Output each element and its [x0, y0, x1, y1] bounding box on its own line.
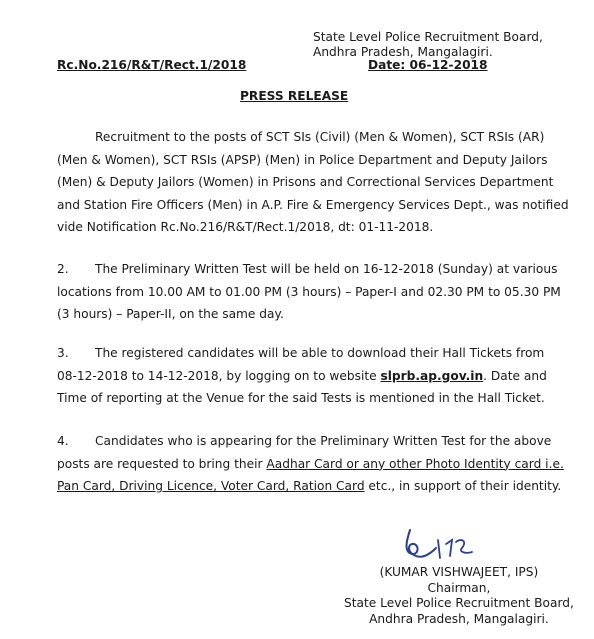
website-link[interactable]: slprb.ap.gov.in	[380, 368, 484, 383]
paragraph-line: locations from 10.00 AM to 01.00 PM (3 hours) – Paper-I and 02.30 PM to 05.30 PM	[57, 284, 561, 299]
paragraph-number: 4.	[57, 434, 69, 448]
signatory-name: (KUMAR VISHWAJEET, IPS)	[379, 565, 539, 579]
signatory-designation: Chairman,	[427, 580, 491, 595]
board-name-line2: Andhra Pradesh, Mangalagiri.	[313, 45, 493, 59]
paragraph-line: (Men) & Deputy Jailors (Women) in Prisons and Correctional Services Department	[57, 175, 554, 189]
id-documents-text: Aadhar Card or any other Photo Identity card i.e.	[266, 456, 564, 471]
paragraph-line: (3 hours) – Paper-II, on the same day.	[57, 307, 284, 321]
paragraph-number: 3.	[57, 346, 69, 360]
paragraph-line: The Preliminary Written Test will be held on 16-12-2018 (Sunday) at various	[95, 262, 558, 276]
paragraph-line: Recruitment to the posts of SCT SIs (Civil) (Men & Women), SCT RSIs (AR)	[95, 130, 545, 144]
paragraph-line: vide Notification Rc.No.216/R&T/Rect.1/2018, dt: 01-11-2018.	[57, 220, 434, 234]
paragraph-3	[57, 342, 547, 410]
paragraph-line: Candidates who is appearing for the Preliminary Written Test for the above	[95, 434, 552, 448]
document-title: PRESS RELEASE	[240, 89, 349, 103]
paragraph-text: posts are requested to bring their	[57, 456, 267, 471]
paragraph-line: (Men & Women), SCT RSIs (APSP) (Men) in Police Department and Deputy Jailors	[57, 152, 548, 167]
paragraph-text: 08-12-2018 to 14-12-2018, by logging on to website	[57, 368, 381, 383]
paragraph-line: Time of reporting at the Venue for the said Tests is mentioned in the Hall Ticket.	[57, 391, 545, 405]
board-name-line1: State Level Police Recruitment Board,	[313, 30, 543, 44]
paragraph-1	[57, 126, 569, 239]
paragraph-line: The registered candidates will be able to download their Hall Tickets from	[95, 346, 545, 360]
reference-number: Rc.No.216/R&T/Rect.1/2018	[57, 58, 247, 72]
signatory-block	[344, 565, 574, 627]
paragraph-number: 2.	[57, 262, 69, 276]
paragraph-text: etc., in support of their identity.	[364, 479, 562, 493]
id-documents-text: Pan Card, Driving Licence, Voter Card, Ration Card	[57, 479, 365, 493]
paragraph-line: and Station Fire Officers (Men) in A.P. Fire & Emergency Services Dept., was notified	[57, 197, 569, 212]
document-date: Date: 06-12-2018	[368, 58, 488, 72]
issuing-authority	[313, 30, 543, 60]
paragraph-text: . Date and	[483, 368, 547, 383]
paragraph-4	[57, 430, 564, 498]
paragraph-2	[57, 258, 561, 326]
signatory-org-line1: State Level Police Recruitment Board,	[344, 596, 574, 610]
handwritten-signature	[398, 522, 476, 568]
signatory-org-line2: Andhra Pradesh, Mangalagiri.	[369, 611, 549, 626]
